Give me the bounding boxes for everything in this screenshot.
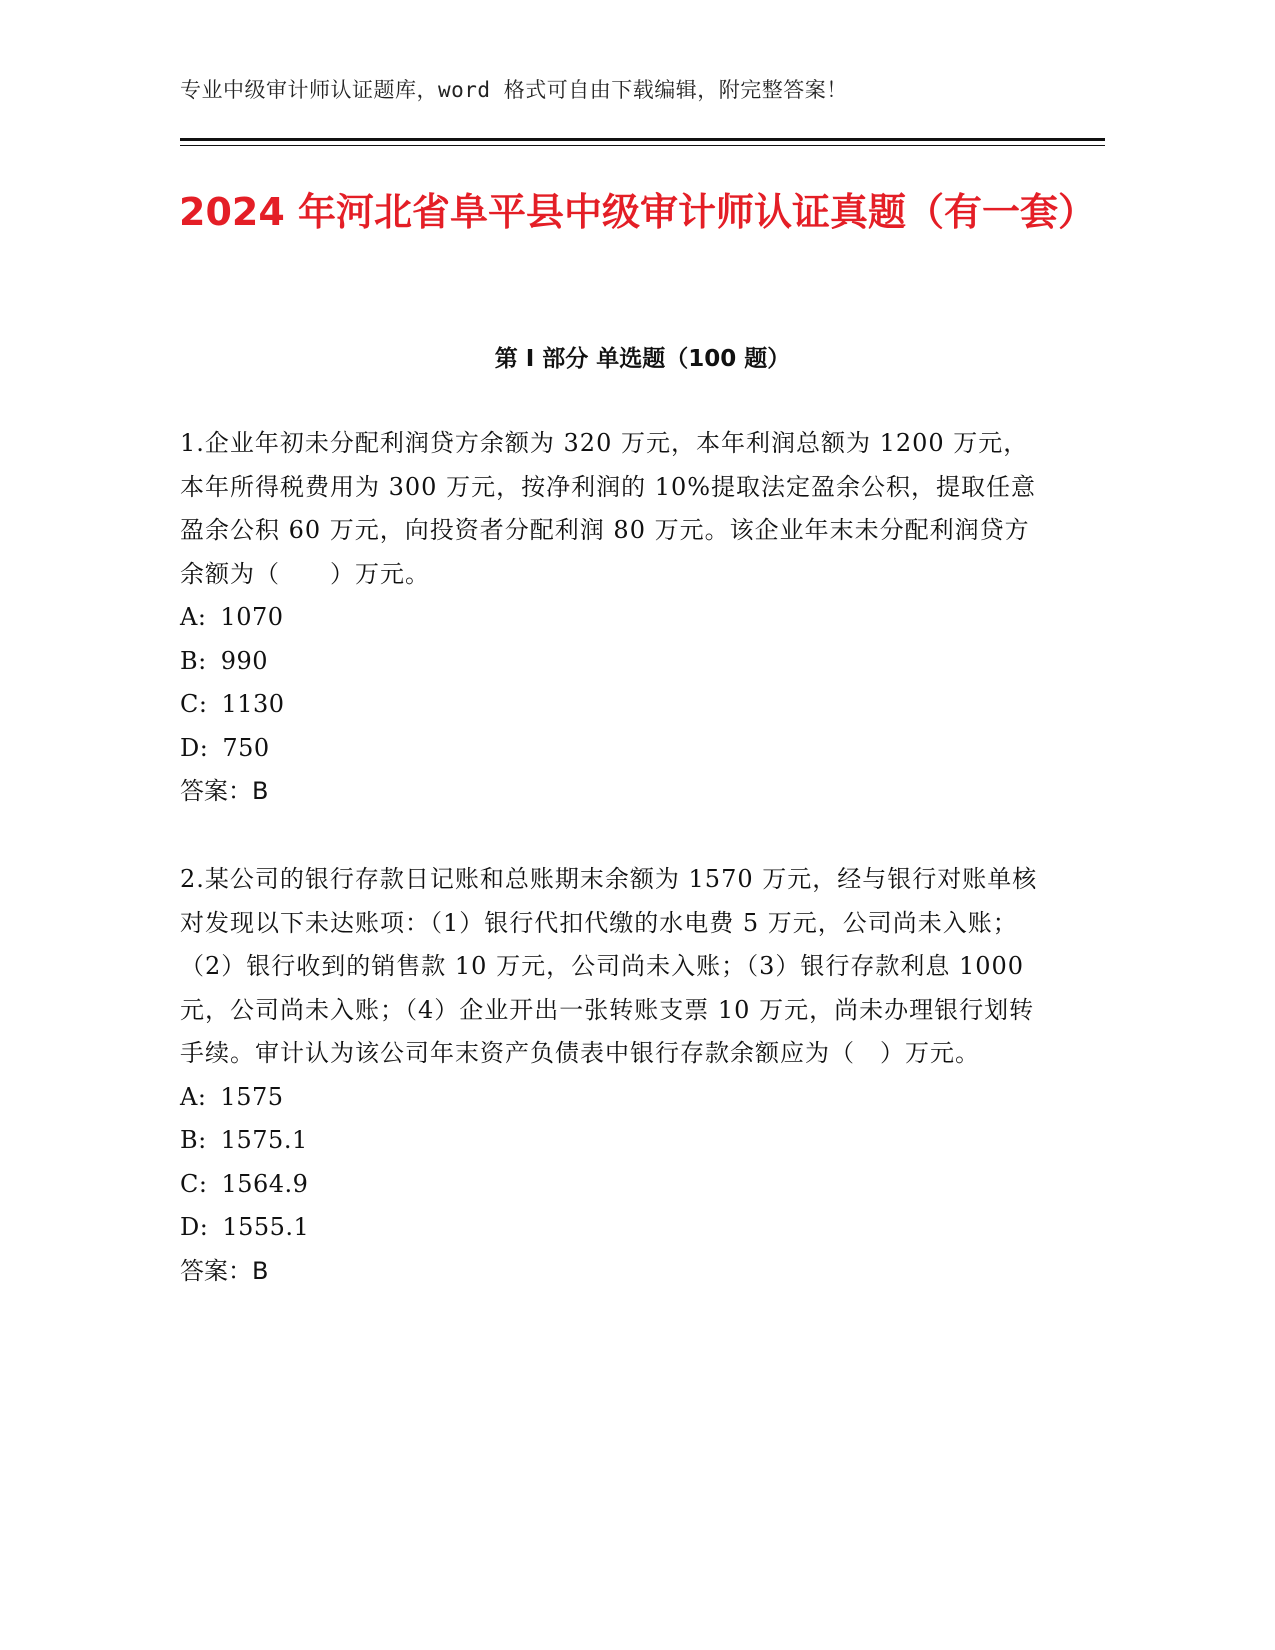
option-b [180,1119,1040,1163]
question-2 [180,858,1040,1293]
section-title: 第 I 部分 单选题（100 题） [494,346,791,372]
header-rule-thick [180,138,1105,141]
option-d [180,727,1040,771]
option-text: 1564.9 [221,1169,309,1198]
option-text: 1555.1 [222,1213,310,1241]
option-text: 1575.1 [220,1126,308,1154]
option-text: 750 [222,733,270,762]
option-letter: D: [180,1213,209,1241]
option-c [180,1163,1040,1207]
option-text: 1130 [221,690,285,718]
option-a [180,596,1040,640]
option-letter: A: [180,1082,207,1111]
option-d [180,1206,1040,1250]
question-stem: 1.企业年初未分配利润贷方余额为 320 万元，本年利润总额为 1200 万元，本年所得税费用为 300 万元，按净利润的 10%提取法定盈余公积，提取任意盈余公积 60 万元，向投资者分配利润 80 万元。该企业年末未分配利润贷方余额为（ ）万元。 [180,429,1037,588]
option-text: 1070 [220,603,284,631]
question-1 [180,422,1040,814]
header-note: 专业中级审计师认证题库，word 格式可自由下载编辑，附完整答案！ [180,78,848,102]
answer: 答案：B [180,1256,269,1285]
header-rule-thin [180,145,1105,146]
option-text: 1575 [220,1082,284,1111]
option-b [180,640,1040,684]
option-letter: C: [180,1169,208,1198]
option-letter: B: [180,1126,207,1154]
option-text: 990 [220,646,269,675]
option-letter: B: [180,646,207,675]
question-stem: 2.某公司的银行存款日记账和总账期末余额为 1570 万元，经与银行对账单核对发现以下未达账项：（1）银行代扣代缴的水电费 5 万元，公司尚未入账；（2）银行收到的销售款 10 万元，公司尚未入账；（3）银行存款利息 1000 元，公司尚未入账；（4）企业开出一张转账支票 10 万元，尚未办理银行划转手续。审计认为该公司年末资产负债表中银行存款余额应为（ ）万元。 [180,865,1038,1067]
answer: 答案：B [180,777,269,805]
option-a [180,1076,1040,1120]
option-letter: C: [180,690,208,718]
document-title: 2024 年河北省阜平县中级审计师认证真题（有一套） [179,190,1096,234]
option-letter: D: [180,733,209,762]
option-letter: A: [180,603,207,631]
option-c [180,683,1040,727]
